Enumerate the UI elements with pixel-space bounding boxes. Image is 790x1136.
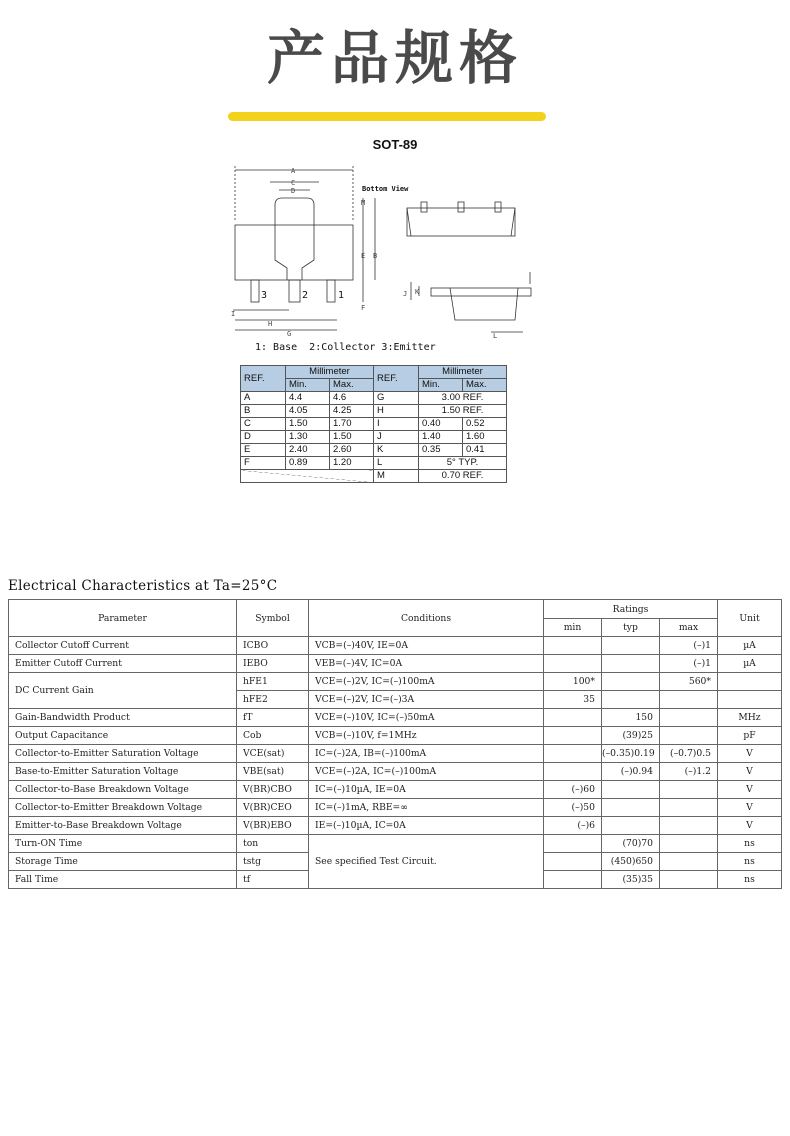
dim-max: 4.6 xyxy=(330,392,374,405)
max-cell xyxy=(660,709,718,727)
dim-max: 0.41 xyxy=(463,444,507,457)
dimension-table xyxy=(240,365,507,483)
dim-empty-cell xyxy=(241,470,374,483)
typ-cell xyxy=(602,799,660,817)
dim-header-ref: REF. xyxy=(374,366,419,392)
dim-label-m: M xyxy=(361,199,366,207)
typ-cell: (35)35 xyxy=(602,871,660,889)
min-cell xyxy=(544,835,602,853)
min-cell xyxy=(544,871,602,889)
dim-row xyxy=(241,444,507,457)
unit-cell: ns xyxy=(718,835,782,853)
symbol-cell: hFE1 xyxy=(237,673,309,691)
lead-3 xyxy=(251,280,259,302)
dim-header-max: Max. xyxy=(463,379,507,392)
pin-number-1: 1 xyxy=(338,290,345,301)
header-conditions: Conditions xyxy=(309,600,544,637)
typ-cell xyxy=(602,781,660,799)
unit-cell: V xyxy=(718,799,782,817)
table-row xyxy=(9,637,782,655)
param-cell: Base-to-Emitter Saturation Voltage xyxy=(9,763,237,781)
max-cell: (–)1.2 xyxy=(660,763,718,781)
dim-header-millimeter: Millimeter xyxy=(286,366,374,379)
param-cell: Collector-to-Base Breakdown Voltage xyxy=(9,781,237,799)
dim-label-k: K xyxy=(415,288,420,296)
header-unit: Unit xyxy=(718,600,782,637)
param-cell: Output Capacitance xyxy=(9,727,237,745)
typ-cell: (70)70 xyxy=(602,835,660,853)
typ-cell xyxy=(602,817,660,835)
condition-cell: VEB=(–)4V, IC=0A xyxy=(309,655,544,673)
package-name: SOT-89 xyxy=(372,137,418,152)
lead-profile xyxy=(431,288,531,296)
table-row xyxy=(9,763,782,781)
condition-cell: IC=(–)1mA, RBE=∞ xyxy=(309,799,544,817)
max-cell: (–)1 xyxy=(660,637,718,655)
typ-cell xyxy=(602,637,660,655)
param-cell: Collector Cutoff Current xyxy=(9,637,237,655)
min-cell: (–)50 xyxy=(544,799,602,817)
dim-min: 2.40 xyxy=(286,444,330,457)
page-title: 产品规格 xyxy=(266,24,523,92)
dim-ref: G xyxy=(374,392,419,405)
dim-row xyxy=(241,418,507,431)
dim-min: 4.4 xyxy=(286,392,330,405)
dim-ref: M xyxy=(374,470,419,483)
lead-1 xyxy=(327,280,335,302)
symbol-cell: ICBO xyxy=(237,637,309,655)
dim-label-b: B xyxy=(373,252,378,260)
unit-cell: V xyxy=(718,763,782,781)
min-cell: 100* xyxy=(544,673,602,691)
condition-cell: IE=(–)10µA, IC=0A xyxy=(309,817,544,835)
param-cell: Gain-Bandwidth Product xyxy=(9,709,237,727)
symbol-cell: fT xyxy=(237,709,309,727)
header-symbol: Symbol xyxy=(237,600,309,637)
max-cell: (–)1 xyxy=(660,655,718,673)
min-cell xyxy=(544,655,602,673)
dim-max: 1.70 xyxy=(330,418,374,431)
dim-min: 1.40 xyxy=(419,431,463,444)
max-cell xyxy=(660,691,718,709)
param-cell: Collector-to-Emitter Saturation Voltage xyxy=(9,745,237,763)
symbol-cell: VCE(sat) xyxy=(237,745,309,763)
unit-cell: µA xyxy=(718,637,782,655)
table-row xyxy=(9,835,782,853)
dim-ref-value: 1.50 REF. xyxy=(419,405,507,418)
dim-ref: D xyxy=(241,431,286,444)
max-cell: 560* xyxy=(660,673,718,691)
max-cell: (–0.7)0.5 xyxy=(660,745,718,763)
typ-cell: (39)25 xyxy=(602,727,660,745)
dim-ref: A xyxy=(241,392,286,405)
pin-number-3: 3 xyxy=(261,290,268,301)
dim-min: 0.89 xyxy=(286,457,330,470)
dim-label-d: D xyxy=(291,187,296,195)
unit-cell xyxy=(718,673,782,691)
dim-ref: B xyxy=(241,405,286,418)
dim-label-g: G xyxy=(287,330,292,338)
dim-header-max: Max. xyxy=(330,379,374,392)
dim-ref: J xyxy=(374,431,419,444)
table-row xyxy=(9,727,782,745)
unit-cell xyxy=(718,691,782,709)
dim-label-c: C xyxy=(291,179,296,187)
dim-label-j: J xyxy=(403,290,408,298)
dim-header-min: Min. xyxy=(419,379,463,392)
typ-cell xyxy=(602,673,660,691)
dim-row xyxy=(241,405,507,418)
dim-min: 1.50 xyxy=(286,418,330,431)
dim-row xyxy=(241,470,507,483)
dim-row xyxy=(241,431,507,444)
dim-max: 1.20 xyxy=(330,457,374,470)
dim-min: 0.40 xyxy=(419,418,463,431)
condition-cell: IC=(–)10µA, IE=0A xyxy=(309,781,544,799)
param-cell: DC Current Gain xyxy=(9,673,237,709)
dim-min: 0.35 xyxy=(419,444,463,457)
min-cell: (–)6 xyxy=(544,817,602,835)
unit-cell: V xyxy=(718,817,782,835)
dim-label-l: L xyxy=(493,332,498,340)
header-parameter: Parameter xyxy=(9,600,237,637)
max-cell xyxy=(660,853,718,871)
dim-header-millimeter: Millimeter xyxy=(419,366,507,379)
unit-cell: MHz xyxy=(718,709,782,727)
package-outline-drawing xyxy=(225,160,545,342)
min-cell xyxy=(544,745,602,763)
typ-cell xyxy=(602,655,660,673)
symbol-cell: V(BR)EBO xyxy=(237,817,309,835)
table-row xyxy=(9,799,782,817)
dim-row xyxy=(241,392,507,405)
dim-ref: H xyxy=(374,405,419,418)
symbol-cell: Cob xyxy=(237,727,309,745)
dim-row xyxy=(241,457,507,470)
table-row xyxy=(9,673,782,691)
dim-max: 0.52 xyxy=(463,418,507,431)
max-cell xyxy=(660,871,718,889)
min-cell: 35 xyxy=(544,691,602,709)
dim-max: 1.50 xyxy=(330,431,374,444)
param-cell: Fall Time xyxy=(9,871,237,889)
dim-ref: I xyxy=(374,418,419,431)
param-cell: Turn-ON Time xyxy=(9,835,237,853)
unit-cell: ns xyxy=(718,871,782,889)
table-row xyxy=(9,709,782,727)
dim-ref: K xyxy=(374,444,419,457)
pin-legend: 1: Base 2:Collector 3:Emitter xyxy=(255,342,436,353)
unit-cell: ns xyxy=(718,853,782,871)
table-row xyxy=(9,745,782,763)
bottom-view-label: Bottom View xyxy=(362,185,409,193)
typ-cell: (–)0.94 xyxy=(602,763,660,781)
symbol-cell: VBE(sat) xyxy=(237,763,309,781)
dim-ref-value: 3.00 REF. xyxy=(419,392,507,405)
dim-header-min: Min. xyxy=(286,379,330,392)
symbol-cell: tstg xyxy=(237,853,309,871)
header-typ: typ xyxy=(602,619,660,637)
param-cell: Collector-to-Emitter Breakdown Voltage xyxy=(9,799,237,817)
table-row xyxy=(9,817,782,835)
electrical-characteristics-title: Electrical Characteristics at Ta=25°C xyxy=(8,578,278,594)
electrical-characteristics-table xyxy=(8,599,782,889)
unit-cell: V xyxy=(718,745,782,763)
dim-min: 1.30 xyxy=(286,431,330,444)
condition-cell: VCE=(–)2A, IC=(–)100mA xyxy=(309,763,544,781)
min-cell xyxy=(544,637,602,655)
condition-cell: VCE=(–)2V, IC=(–)100mA xyxy=(309,673,544,691)
max-cell xyxy=(660,727,718,745)
table-row xyxy=(9,655,782,673)
dim-label-i: I xyxy=(231,310,236,318)
max-cell xyxy=(660,799,718,817)
table-row xyxy=(9,781,782,799)
symbol-cell: hFE2 xyxy=(237,691,309,709)
param-cell: Storage Time xyxy=(9,853,237,871)
dim-label-e: E xyxy=(361,252,366,260)
dim-max: 4.25 xyxy=(330,405,374,418)
dim-ref-value: 5° TYP. xyxy=(419,457,507,470)
symbol-cell: V(BR)CBO xyxy=(237,781,309,799)
max-cell xyxy=(660,835,718,853)
unit-cell: V xyxy=(718,781,782,799)
dim-ref: E xyxy=(241,444,286,457)
dim-ref-value: 0.70 REF. xyxy=(419,470,507,483)
header-min: min xyxy=(544,619,602,637)
symbol-cell: tf xyxy=(237,871,309,889)
typ-cell xyxy=(602,691,660,709)
min-cell: (–)60 xyxy=(544,781,602,799)
dim-ref: L xyxy=(374,457,419,470)
typ-cell: 150 xyxy=(602,709,660,727)
min-cell xyxy=(544,727,602,745)
condition-cell: VCB=(–)40V, IE=0A xyxy=(309,637,544,655)
typ-cell: (450)650 xyxy=(602,853,660,871)
min-cell xyxy=(544,709,602,727)
dim-label-f: F xyxy=(361,304,366,312)
min-cell xyxy=(544,763,602,781)
package-body xyxy=(235,225,353,280)
dim-max: 2.60 xyxy=(330,444,374,457)
dim-ref: F xyxy=(241,457,286,470)
dim-header-ref: REF. xyxy=(241,366,286,392)
condition-cell: VCE=(–)10V, IC=(–)50mA xyxy=(309,709,544,727)
lead-2 xyxy=(289,280,300,302)
dim-ref: C xyxy=(241,418,286,431)
title-underline xyxy=(228,112,546,121)
unit-cell: pF xyxy=(718,727,782,745)
dim-label-a: A xyxy=(291,167,296,175)
condition-cell: VCB=(–)10V, f=1MHz xyxy=(309,727,544,745)
shared-condition-cell: See specified Test Circuit. xyxy=(309,835,544,889)
pin-number-2: 2 xyxy=(302,290,309,301)
condition-cell: VCE=(–)2V, IC=(–)3A xyxy=(309,691,544,709)
typ-cell: (–0.35)0.19 xyxy=(602,745,660,763)
condition-cell: IC=(–)2A, IB=(–)100mA xyxy=(309,745,544,763)
header-max: max xyxy=(660,619,718,637)
symbol-cell: V(BR)CEO xyxy=(237,799,309,817)
max-cell xyxy=(660,817,718,835)
param-cell: Emitter Cutoff Current xyxy=(9,655,237,673)
symbol-cell: ton xyxy=(237,835,309,853)
dim-label-h: H xyxy=(268,320,273,328)
header-ratings: Ratings xyxy=(544,600,718,619)
dim-max: 1.60 xyxy=(463,431,507,444)
dim-min: 4.05 xyxy=(286,405,330,418)
collector-tab xyxy=(275,198,314,222)
param-cell: Emitter-to-Base Breakdown Voltage xyxy=(9,817,237,835)
min-cell xyxy=(544,853,602,871)
unit-cell: µA xyxy=(718,655,782,673)
max-cell xyxy=(660,781,718,799)
symbol-cell: IEBO xyxy=(237,655,309,673)
